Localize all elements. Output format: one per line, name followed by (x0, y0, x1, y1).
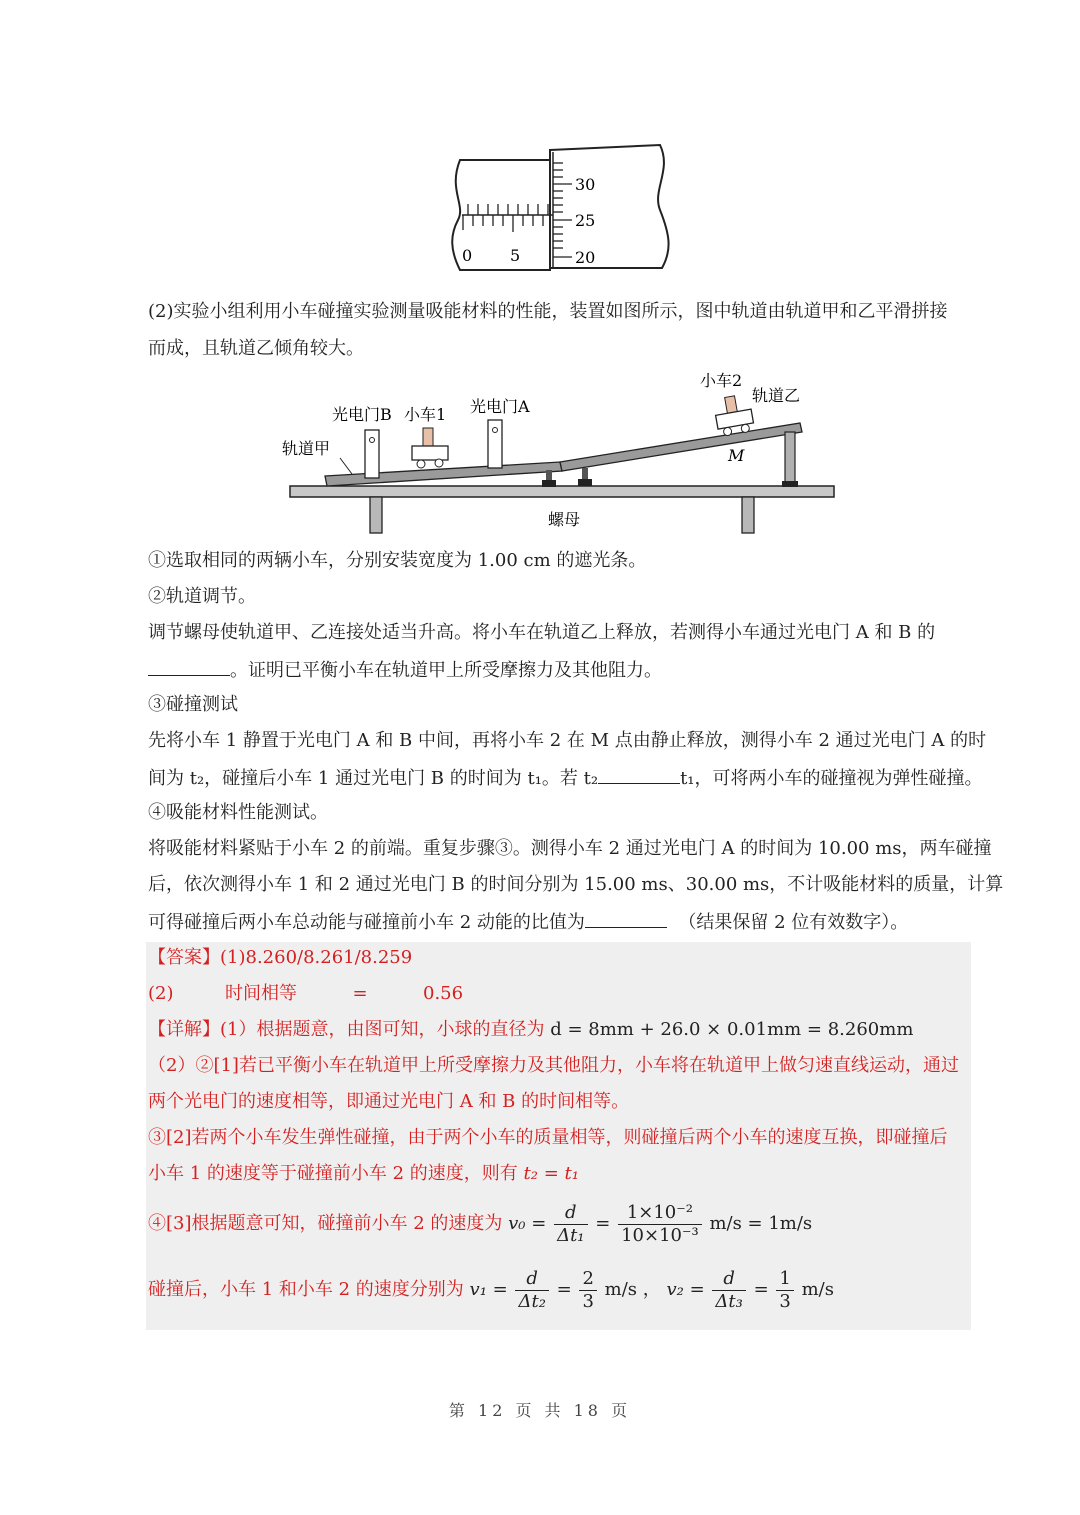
detail4-frac2-den: 10×10⁻³ (621, 1224, 699, 1246)
detail4-frac2-num: 1×10⁻² (618, 1202, 702, 1225)
detail1 (148, 1018, 978, 1042)
step3-line2-a: 间为 t₂，碰撞后小车 1 通过光电门 B 的时间为 t₁。若 t₂ (148, 768, 599, 789)
answer-line2-a: (2) (148, 983, 174, 1004)
detail4-frac1-num: d (554, 1202, 587, 1225)
answer-line2-d: 0.56 (423, 983, 464, 1004)
detail4-eq: = (595, 1213, 611, 1234)
step1-text: ①选取相同的两辆小车，分别安装宽度为 1.00 cm 的遮光条。 (148, 550, 647, 571)
page-footer: 第 12 页 共 18 页 (448, 1401, 632, 1420)
detail5-frac1 (515, 1268, 548, 1313)
main-scale-label-5: 5 (510, 246, 521, 265)
detail3-line2 (148, 1162, 978, 1186)
detail5-frac4-den: 3 (779, 1290, 791, 1312)
detail5-frac2-num: 2 (579, 1268, 596, 1291)
detail4-result: m/s = 1m/s (709, 1213, 813, 1234)
label-point-m: M (728, 446, 745, 465)
thimble-label-30: 30 (575, 175, 596, 194)
detail5-unit2: m/s (801, 1279, 834, 1300)
detail3-line2-b: t₂ = t₁ (523, 1163, 579, 1184)
step3-line2-b: t₁，可将两小车的碰撞视为弹性碰撞。 (680, 768, 983, 789)
detail5-frac3-num: d (712, 1268, 745, 1291)
detail5-frac2-den: 3 (582, 1290, 594, 1312)
micrometer-figure (440, 140, 680, 275)
detail5: 碰撞后，小车 1 和小车 2 的速度分别为 v₁ = $\frac{d}{\text{Δt₂}}$ = $\frac{2}{3}$ m/s ， v₂ = $\frac{d}{\text{Δt₃}}$ = $\frac{1}{3}$ m/s (148, 1267, 834, 1312)
detail1-b: d = 8mm + 26.0 × 0.01mm = 8.260mm (550, 1019, 914, 1040)
detail3-line1: ③[2]若两个小车发生弹性碰撞，由于两个小车的质量相等，则碰撞后两个小车的速度互换，即碰撞后 (148, 1127, 948, 1148)
detail5-frac1-den: Δt₂ (518, 1290, 546, 1312)
detail4-frac2 (618, 1202, 702, 1247)
step4-line2: 后，依次测得小车 1 和 2 通过光电门 B 的时间分别为 15.00 ms、30.00 ms，不计吸能材料的质量，计算 (148, 874, 1004, 895)
answer-blank-2 (598, 765, 680, 784)
detail5-a: 碰撞后，小车 1 和小车 2 的速度分别为 (148, 1279, 464, 1300)
step3-line1: 先将小车 1 静置于光电门 A 和 B 中间，再将小车 2 在 M 点由静止释放，测得小车 2 通过光电门 A 的时 (148, 730, 987, 751)
answer-line2-b: 时间相等 (224, 983, 297, 1004)
thimble-label-25: 25 (575, 211, 596, 230)
detail4-v0: v₀ = (508, 1213, 547, 1234)
step3-line2 (148, 765, 983, 791)
answer-line2 (148, 982, 978, 1006)
step4-line3-b: （结果保留 2 位有效数字）。 (678, 912, 909, 933)
step4-title: ④吸能材料性能测试。 (148, 802, 328, 823)
detail5-frac4-num: 1 (776, 1268, 793, 1291)
step2-line2-suffix: 。证明已平衡小车在轨道甲上所受摩擦力及其他阻力。 (230, 660, 662, 681)
question-intro-line1: (2)实验小组利用小车碰撞实验测量吸能材料的性能，装置如图所示，图中轨道由轨道甲和乙平滑拼接 (148, 301, 948, 322)
label-gate-a: 光电门A (470, 397, 530, 416)
detail5-frac4 (776, 1268, 793, 1313)
main-scale-label-0: 0 (462, 246, 473, 265)
step4-line3-a: 可得碰撞后两小车总动能与碰撞前小车 2 动能的比值为 (148, 912, 585, 933)
detail5-frac1-num: d (515, 1268, 548, 1291)
answer-line1: 【答案】(1)8.260/8.261/8.259 (148, 947, 413, 968)
label-car2: 小车2 (700, 371, 743, 390)
detail4-frac1-den: Δt₁ (557, 1224, 585, 1246)
detail3-line2-a: 小车 1 的速度等于碰撞前小车 2 的速度，则有 (148, 1163, 518, 1184)
detail5-frac3 (712, 1268, 745, 1313)
step2-title: ②轨道调节。 (148, 586, 256, 607)
apparatus-figure (280, 368, 840, 538)
detail5-frac3-den: Δt₃ (715, 1290, 743, 1312)
detail5-v1: v₁ = (469, 1279, 508, 1300)
detail2-line2: 两个光电门的速度相等，即通过光电门 A 和 B 的时间相等。 (148, 1091, 630, 1112)
answer-line2-c: = (352, 983, 368, 1004)
detail5-frac2 (579, 1268, 596, 1313)
step2-line1: 调节螺母使轨道甲、乙连接处适当升高。将小车在轨道乙上释放，若测得小车通过光电门 A 和 B 的 (148, 622, 936, 643)
detail5-unit1: m/s ， (604, 1279, 661, 1300)
label-nut: 螺母 (548, 510, 581, 529)
detail4 (148, 1200, 978, 1250)
label-gate-b: 光电门B (332, 405, 392, 424)
detail4-frac1 (554, 1202, 587, 1247)
step3-title: ③碰撞测试 (148, 694, 238, 715)
thimble-label-20: 20 (575, 248, 596, 267)
detail1-a: 【详解】(1）根据题意，由图可知，小球的直径为 (148, 1019, 545, 1040)
label-track-yi: 轨道乙 (752, 386, 801, 405)
label-car1: 小车1 (404, 405, 447, 424)
question-intro-line2: 而成，且轨道乙倾角较大。 (148, 338, 364, 359)
label-track-jia: 轨道甲 (282, 439, 331, 458)
detail4-a: ④[3]根据题意可知，碰撞前小车 2 的速度为 (148, 1213, 503, 1234)
step2-line2 (148, 657, 978, 683)
answer-blank-3 (585, 909, 667, 928)
step4-line3 (148, 909, 978, 935)
step4-line1: 将吸能材料紧贴于小车 2 的前端。重复步骤③。测得小车 2 通过光电门 A 的时间为 10.00 ms，两车碰撞 (148, 838, 992, 859)
answer-blank-1 (148, 657, 230, 676)
detail5-v2: v₂ = (666, 1279, 705, 1300)
detail2-line1: （2）②[1]若已平衡小车在轨道甲上所受摩擦力及其他阻力，小车将在轨道甲上做匀速直线运动，通过 (148, 1055, 959, 1076)
